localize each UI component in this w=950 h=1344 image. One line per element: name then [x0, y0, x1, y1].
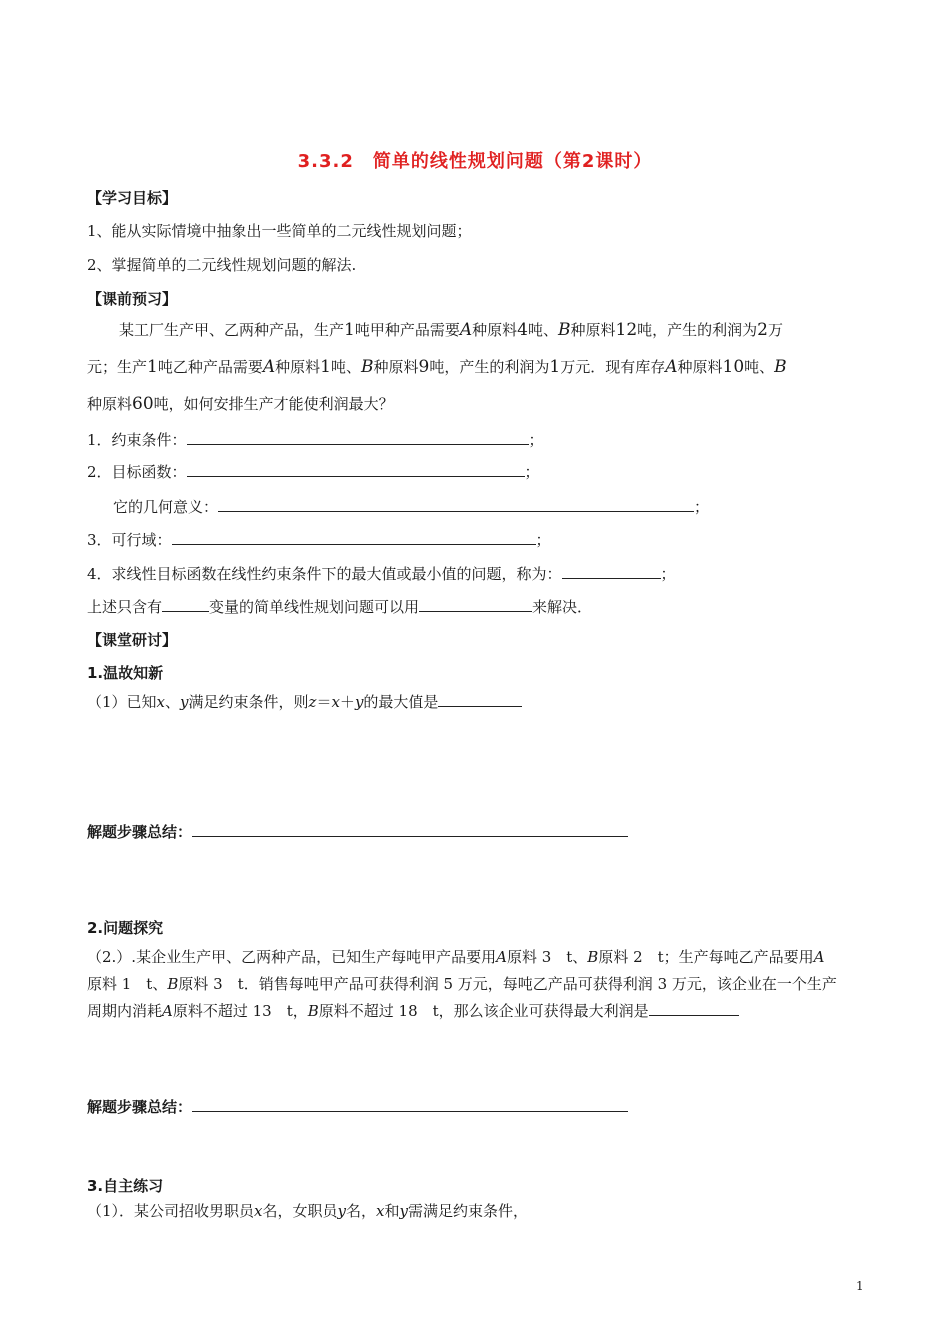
- term-answer-blank[interactable]: [562, 564, 661, 579]
- section-classroom: 【课堂研讨】: [87, 631, 178, 649]
- preview-paragraph-line-2: 元；生产1吨乙种产品需要A种原料1吨、B种原料9吨，产生的利润为1万元．现有库存A种原料10吨、B: [87, 357, 787, 377]
- part2-line-2: 原料 1 t、B原料 3 t．销售每吨甲产品可获得利润 5 万元，每吨乙产品可获得利润 3 万元，该企业在一个生产: [87, 975, 837, 993]
- linear-programming-term-question: 4．求线性目标函数在线性约束条件下的最大值或最小值的问题，称为： ；: [87, 565, 676, 583]
- part1-summary-blank[interactable]: [192, 822, 628, 837]
- max-profit-blank[interactable]: [649, 1001, 739, 1016]
- part2-summary: 解题步骤总结：: [87, 1097, 628, 1117]
- objective-question: 2．目标函数： ；: [87, 463, 540, 481]
- part3-question: （1）．某公司招收男职员x名，女职员y名，x和y需满足约束条件，: [87, 1202, 529, 1220]
- part1-summary: 解题步骤总结：: [87, 822, 628, 842]
- part2-heading: 2.问题探究: [87, 919, 164, 937]
- section-preview: 【课前预习】: [87, 290, 178, 308]
- section-goals: 【学习目标】: [87, 189, 178, 207]
- variable-count-blank[interactable]: [162, 597, 209, 612]
- page-number: 1: [856, 1279, 864, 1293]
- preview-paragraph-line-1: 某工厂生产甲、乙两种产品，生产1吨甲种产品需要A种原料4吨、B种原料12吨，产生的利润为2万: [119, 320, 784, 340]
- feasible-region-answer-blank[interactable]: [172, 530, 536, 545]
- preview-paragraph-line-3: 种原料60吨，如何安排生产才能使利润最大？: [87, 394, 394, 414]
- geometric-meaning-question: 它的几何意义： ；: [113, 498, 710, 516]
- part2-summary-blank[interactable]: [192, 1097, 628, 1112]
- part1-question: （1）已知x、y满足约束条件，则z＝x＋y的最大值是: [87, 692, 522, 712]
- page-title: 3.3.2 简单的线性规划问题（第2课时）: [297, 151, 653, 172]
- geometric-meaning-answer-blank[interactable]: [218, 497, 694, 512]
- constraints-answer-blank[interactable]: [187, 430, 529, 445]
- feasible-region-question: 3．可行域： ；: [87, 531, 551, 549]
- part2-line-3: 周期内消耗A原料不超过 13 t，B原料不超过 18 t，那么该企业可获得最大利润是: [87, 1001, 739, 1021]
- constraints-question: 1．约束条件： ；: [87, 431, 544, 449]
- part3-heading: 3.自主练习: [87, 1177, 164, 1195]
- objective-answer-blank[interactable]: [187, 462, 525, 477]
- max-value-blank[interactable]: [438, 692, 522, 707]
- goal-2: 2、掌握简单的二元线性规划问题的解法.: [87, 256, 357, 274]
- part2-line-1: （2.）.某企业生产甲、乙两种产品，已知生产每吨甲产品要用A原料 3 t、B原料 2 t；生产每吨乙产品要用A: [87, 948, 825, 966]
- method-blank[interactable]: [419, 597, 532, 612]
- method-question: 上述只含有 变量的简单线性规划问题可以用 来解决．: [87, 598, 593, 616]
- part1-heading: 1.温故知新: [87, 664, 164, 682]
- goal-1: 1、能从实际情境中抽象出一些简单的二元线性规划问题；: [87, 222, 472, 240]
